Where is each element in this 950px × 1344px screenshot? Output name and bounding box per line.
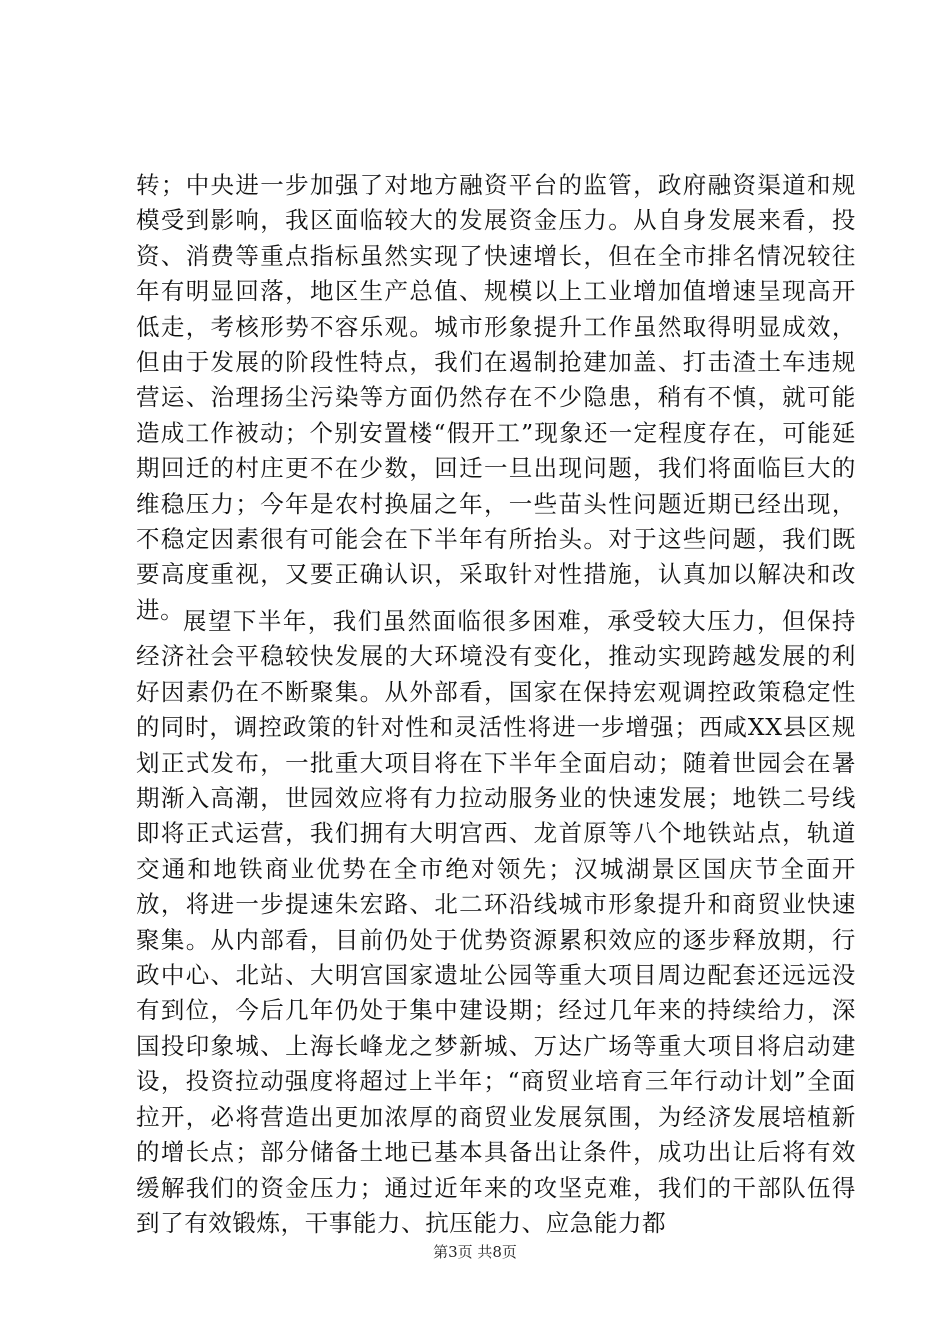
body-paragraph-2: 展望下半年，我们虽然面临很多困难，承受较大压力，但保持经济社会平稳较快发展的大环境没有变化，推动实现跨越发展的利好因素仍在不断聚集。从外部看，国家在保持宏观调控政策稳定性的同时，调控政策的针对性和灵活性将进一步增强；西咸XX县区规划正式发布，一批重大项目将在下半年全面启动；随着世园会在暑期渐入高潮，世园效应将有力拉动服务业的快速发展；地铁二号线即将正式运营，我们拥有大明宫西、龙首原等八个地铁站点，轨道交通和地铁商业优势在全市绝对领先；汉城湖景区国庆节全面开放，将进一步提速朱宏路、北二环沿线城市形象提升和商贸业快速聚集。从内部看，目前仍处于优势资源累积效应的逐步释放期，行政中心、北站、大明宫国家遗址公园等重大项目周边配套还远远没有到位，今后几年仍处于集中建设期；经过几年来的持续给力，深国投印象城、上海长峰龙之梦新城、万达广场等重大项目将启动建设，投资拉动强度将超过上半年；“商贸业培育三年行动计划”全面拉开，必将营造出更加浓厚的商贸业发展氛围，为经济发展培植新的增长点；部分储备土地已基本具备出让条件，成功出让后将有效缓解我们的资金压力；通过近年来的攻坚克难，我们的干部队伍得到了有效锻炼，干事能力、抗压能力、应急能力都 <box>136 607 856 1237</box>
page-number-footer: 第3页 共8页 <box>433 1243 517 1261</box>
body-paragraph-1: 转；中央进一步加强了对地方融资平台的监管，政府融资渠道和规模受到影响，我区面临较大的发展资金压力。从自身发展来看，投资、消费等重点指标虽然实现了快速增长，但在全市排名情况较往年有明显回落，地区生产总值、规模以上工业增加值增速呈现高开低走，考核形势不容乐观。城市形象提升工作虽然取得明显成效，但由于发展的阶段性特点，我们在遏制抢建加盖、打击渣土车违规营运、治理扬尘污染等方面仍然存在不少隐患，稍有不慎，就可能造成工作被动；个别安置楼“假开工”现象还一定程度存在，可能延期回迁的村庄更不在少数，回迁一旦出现问题，我们将面临巨大的维稳压力；今年是农村换届之年，一些苗头性问题近期已经出现，不稳定因素很有可能会在下半年有所抬头。对于这些问题，我们既要高度重视，又要正确认识，采取针对性措施，认真加以解决和改进。 <box>136 171 856 624</box>
